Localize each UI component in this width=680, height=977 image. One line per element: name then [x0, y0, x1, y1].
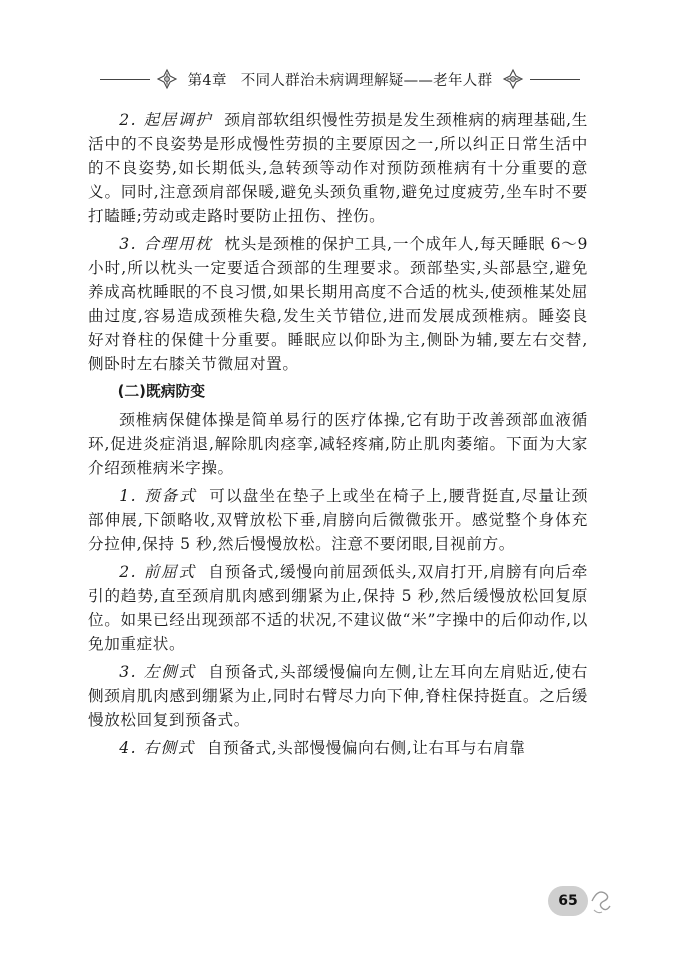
section-heading: (二)既病防变 — [117, 383, 206, 400]
header-chapter-title: 不同人群治未病调理解疑——老年人群 — [240, 72, 493, 89]
paragraph-text: 枕头是颈椎的保护工具,一个成年人,每天睡眠 6～9 小时,所以枕头一定要适合颈部的生理要求。颈部垫实,头部悬空,避免养成高枕睡眠的不良习惯,如果长期用高度不合适的枕头,使颈椎某处屈曲过度,容易造成颈椎失稳,发生关节错位,进而发展成颈椎病。睡姿良好对脊柱的保健十分重要。睡眠应以仰卧为主,侧卧为辅,要左右交替,侧卧时左右膝关节微屈对置。 — [88, 235, 588, 373]
paragraph — [88, 408, 588, 480]
item-lead: 3. 合理用枕 — [119, 235, 213, 253]
item-lead: 4. 右侧式 — [119, 739, 195, 757]
paragraph-text: 颈肩部软组织慢性劳损是发生颈椎病的病理基础,生活中的不良姿势是形成慢性劳损的主要原因之一,所以纠正日常生活中的不良姿势,如长期低头,急转颈等动作对预防颈椎病有十分重要的意义。同时,注意颈肩部保暖,避免头颈负重物,避免过度疲劳,坐车时不要打瞌睡;劳动或走路时要防止扭伤、挫伤。 — [88, 111, 588, 225]
page-number: 65 — [548, 886, 588, 916]
running-header — [100, 66, 580, 92]
body-text — [88, 108, 588, 764]
header-chapter: 第4章 — [187, 72, 227, 89]
header-rule-left — [100, 79, 150, 80]
item-lead: 2. 前屈式 — [119, 563, 196, 581]
paragraph-text: 颈椎病保健体操是简单易行的医疗体操,它有助于改善颈部血液循环,促进炎症消退,解除肌肉痉挛,减轻疼痛,防止肌肉萎缩。下面为大家介绍颈椎病米字操。 — [88, 411, 588, 477]
paragraph — [88, 660, 588, 732]
paragraph-text: 自预备式,头部缓慢偏向左侧,让左耳向左肩贴近,使右侧颈肩肌肉感到绷紧为止,同时右臂尽力向下伸,脊柱保持挺直。之后缓慢放松回复到预备式。 — [88, 663, 588, 729]
paragraph — [88, 560, 588, 656]
paragraph — [88, 736, 588, 760]
header-rule-right — [530, 79, 580, 80]
item-lead: 2. 起居调护 — [119, 111, 213, 129]
floral-ornament-icon — [502, 68, 524, 90]
item-lead: 1. 预备式 — [119, 487, 197, 505]
header-title — [188, 69, 493, 90]
scroll-ornament-icon — [588, 884, 612, 918]
paragraph-text: 可以盘坐在垫子上或坐在椅子上,腰背挺直,尽量让颈部伸展,下颌略收,双臂放松下垂,肩膀向后微微张开。感觉整个身体充分拉伸,保持 5 秒,然后慢慢放松。注意不要闭眼,目视前方。 — [88, 487, 588, 553]
paragraph — [88, 484, 588, 556]
paragraph-text: 自预备式,头部慢慢偏向右侧,让右耳与右肩靠 — [206, 739, 526, 757]
paragraph-text: 自预备式,缓慢向前屈颈低头,双肩打开,肩膀有向后牵引的趋势,直至颈肩肌肉感到绷紧为止,保持 5 秒,然后缓慢放松回复原位。如果已经出现颈部不适的状况,不建议做“米”字操中的后仰动作,以免加重症状。 — [88, 563, 588, 653]
floral-ornament-icon — [156, 68, 178, 90]
paragraph — [88, 108, 588, 228]
item-lead: 3. 左侧式 — [119, 663, 196, 681]
paragraph — [88, 232, 588, 376]
